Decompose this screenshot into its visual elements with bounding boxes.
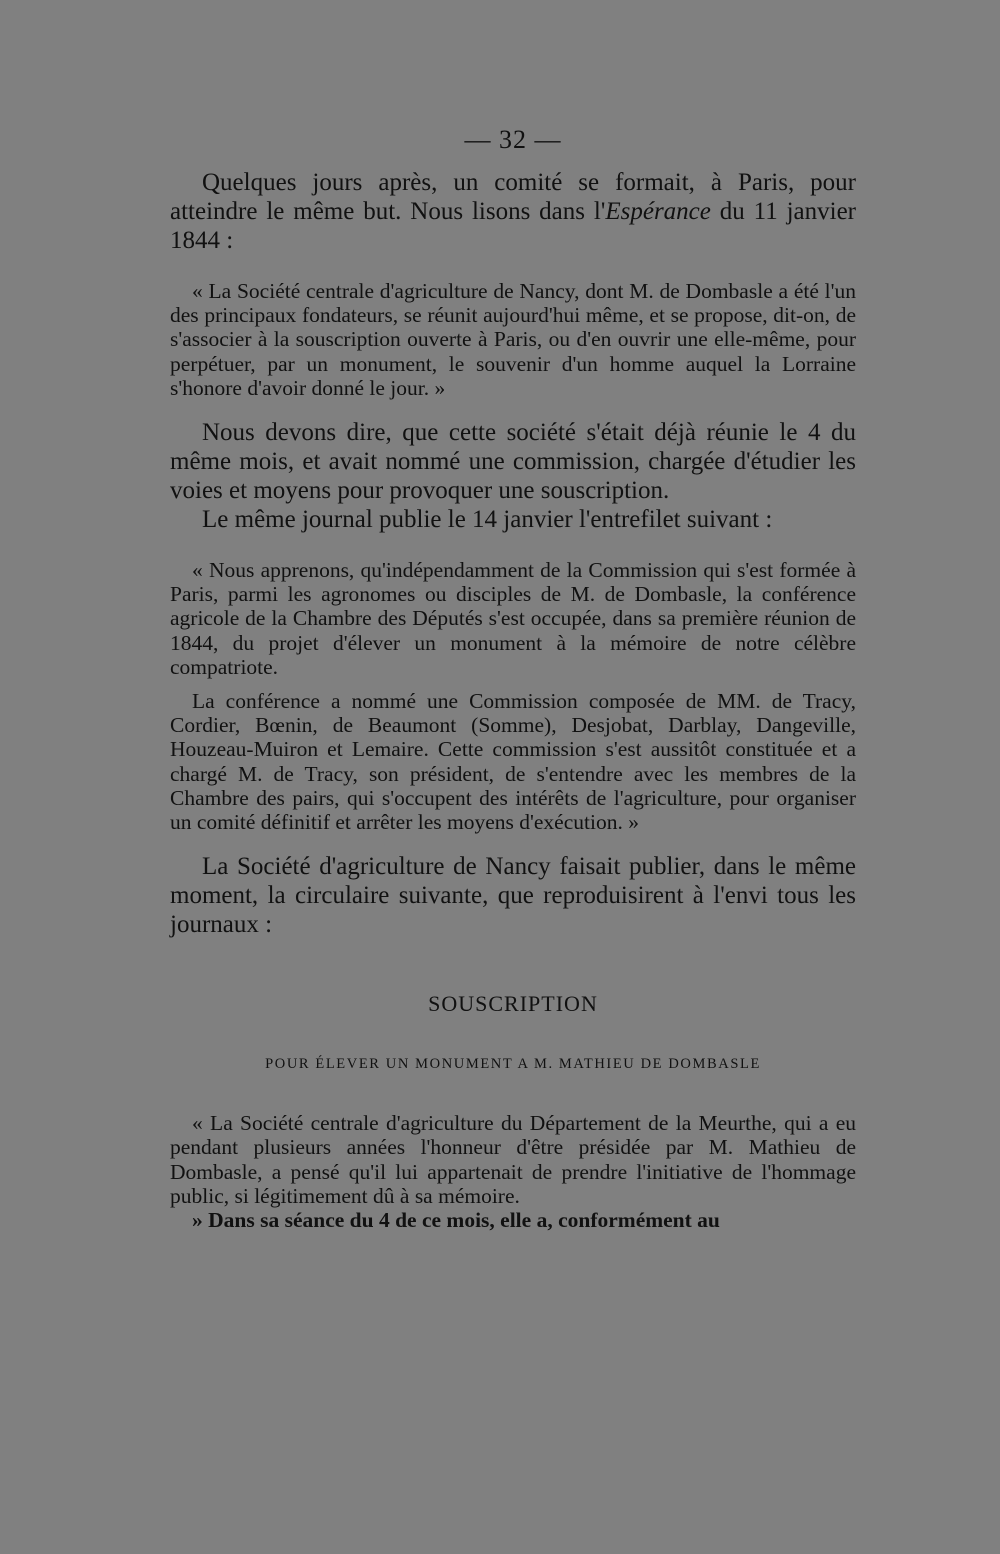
section-subheading: POUR ÉLEVER UN MONUMENT A M. MATHIEU DE DOMBASLE — [265, 1056, 761, 1073]
paragraph-committee-paris — [170, 168, 856, 255]
paragraph-journal-publication: Le même journal publie le 14 janvier l'entrefilet suivant : — [202, 506, 773, 534]
quote-commission-members: La conférence a nommé une Commission composée de MM. de Tracy, Cordier, Bœnin, de Beaumont (Somme), Desjobat, Darblay, Dangeville, Houzeau-Muiron et Lemaire. Cette commission s'est aussitôt constituée et a chargé M. de Tracy, son président, de s'entendre avec les membres de la Chambre des pairs, qui s'occupent des intérêts de l'agriculture, pour organiser un comité définitif et arrêter les moyens d'exécution. » — [170, 689, 856, 835]
paragraph-circular: La Société d'agriculture de Nancy faisait publier, dans le même moment, la circulaire suivante, que reproduisirent à l'envi tous les journaux : — [170, 853, 856, 939]
document-page — [170, 120, 856, 1232]
newspaper-title: Espérance — [605, 198, 711, 225]
paragraph-society-meeting: Nous devons dire, que cette société s'était déjà réunie le 4 du même mois, et avait nommé une commission, chargée d'étudier les voies et moyens pour provoquer une souscription. — [170, 419, 856, 505]
quote-agricultural-conference: « Nous apprenons, qu'indépendamment de la Commission qui s'est formée à Paris, parmi les agronomes ou disciples de M. de Dombasle, la conférence agricole de la Chambre des Députés s'est occupée, dans sa première réunion de 1844, du projet d'élever un monument à la mémoire de notre célèbre compatriote. — [170, 558, 856, 679]
page-number: — 32 — — [464, 125, 562, 154]
quote-nancy-society: « La Société centrale d'agriculture de Nancy, dont M. de Dombasle a été l'un des principaux fondateurs, se réunit aujourd'hui même, et se propose, dit-on, de s'associer à la souscription ouverte à Paris, ou d'en ouvrir une elle-même, pour perpétuer, par un monument, le souvenir d'un homme auquel la Lorraine s'honore d'avoir donné le jour. » — [170, 279, 856, 400]
quote-circular-continuation: » Dans sa séance du 4 de ce mois, elle a, conformément au — [192, 1208, 720, 1233]
paragraph-text: du 11 janvier 1844 : — [170, 198, 856, 254]
quote-circular-text: « La Société centrale d'agriculture du Département de la Meurthe, qui a eu pendant plusieurs années l'honneur d'être présidée par M. Mathieu de Dombasle, a pensé qu'il lui appartenait de prendre l'initiative de l'hommage public, si légitimement dû à sa mémoire. — [170, 1111, 856, 1208]
section-heading: SOUSCRIPTION — [428, 991, 598, 1017]
paragraph-text: Quelques jours après, un comité se formait, à Paris, pour atteindre le même but. Nous lisons dans l' — [170, 169, 856, 225]
